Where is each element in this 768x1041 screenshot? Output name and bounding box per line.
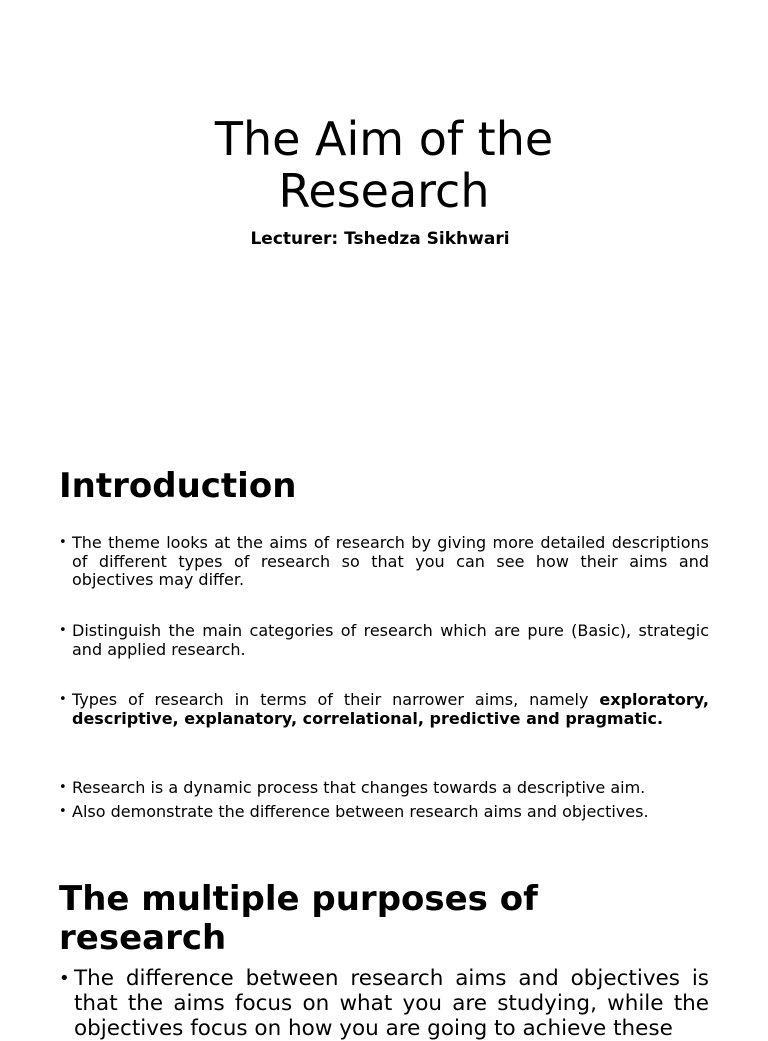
list-item (59, 691, 709, 728)
research-types-emphasis: exploratory, descriptive, explanatory, correlational, predictive and pragmatic. (72, 690, 710, 728)
bullet-symbol: • (59, 535, 67, 550)
bullet-text: Distinguish the main categories of research which are pure (Basic), strategic and applied research. (72, 621, 709, 659)
bullet-text: The theme looks at the aims of research by giving more detailed descriptions of different types of research so that you can see how their aims and objectives may differ. (72, 533, 709, 589)
bullet-text: Research is a dynamic process that changes towards a descriptive aim. (72, 778, 646, 797)
list-item (59, 534, 709, 590)
bullet-symbol: • (59, 968, 70, 989)
purposes-heading-line-2: research (59, 918, 227, 958)
bullet-text: The difference between research aims and objectives is that the aims focus on what you are studying, while the objectives focus on how you are going to achieve these (74, 966, 709, 1041)
bullet-symbol: • (59, 780, 67, 795)
list-item (59, 966, 709, 1041)
bullet-text: Also demonstrate the difference between research aims and objectives. (72, 802, 649, 821)
presentation-title (0, 113, 768, 217)
bullet-text-with-emphasis (72, 691, 709, 728)
bullet-symbol: • (59, 623, 67, 638)
lecturer-subtitle: Lecturer: Tshedza Sikhwari (250, 229, 510, 249)
title-line-2: Research (278, 164, 490, 218)
bullet-symbol: • (59, 804, 67, 819)
title-line-1: The Aim of the (214, 112, 554, 166)
purposes-heading-line-1: The multiple purposes of (59, 879, 538, 919)
list-item (59, 803, 709, 822)
list-item (59, 779, 709, 798)
introduction-heading: Introduction (59, 466, 297, 506)
bullet-text: Types of research in terms of their narrower aims, namely (72, 690, 589, 709)
bullet-symbol: • (59, 692, 67, 707)
purposes-heading (59, 880, 719, 958)
list-item (59, 622, 709, 659)
title-slide (0, 0, 768, 420)
